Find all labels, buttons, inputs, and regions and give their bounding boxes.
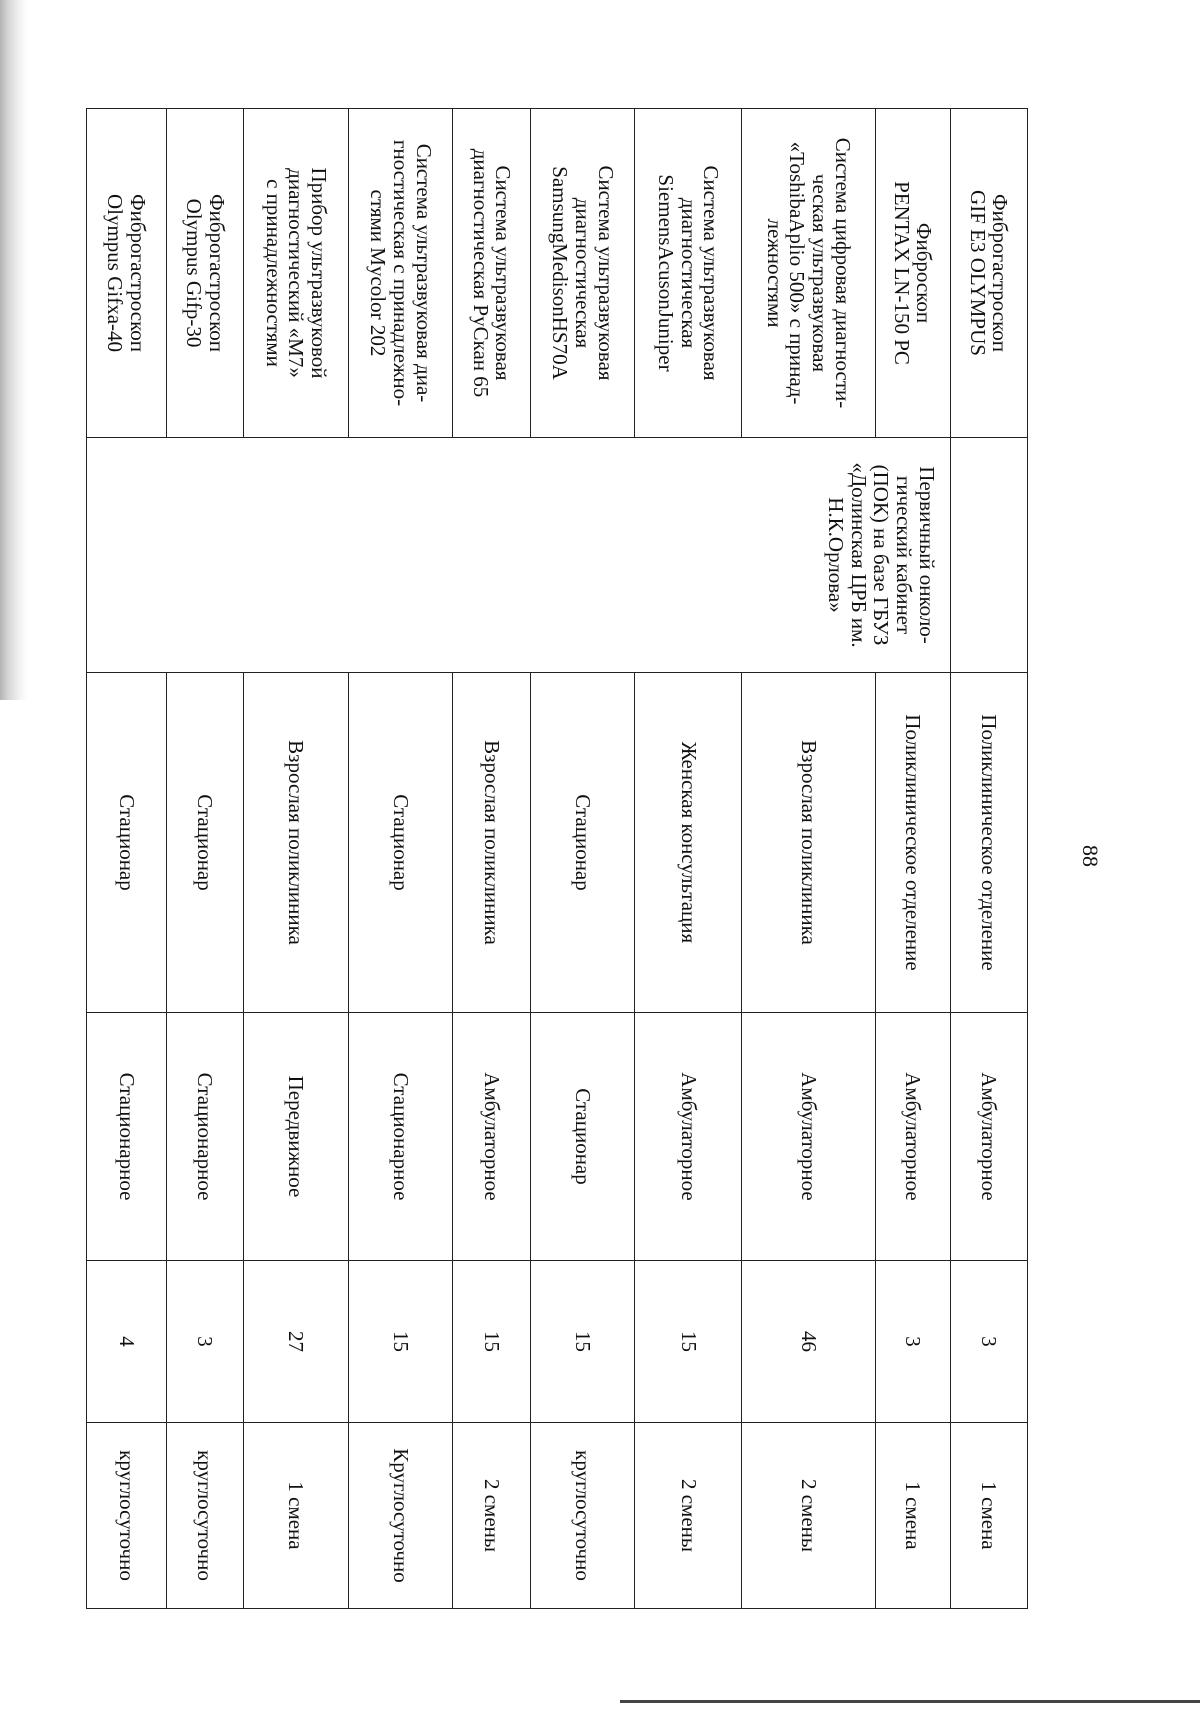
table-row [348,109,453,1609]
mode-cell: Стационарное [166,1013,243,1261]
shift-cell: 1 смена [875,1423,950,1609]
shift-cell: 1 смена [244,1423,349,1609]
table-row [453,109,530,1609]
shift-cell: 2 смены [635,1423,742,1609]
mode-cell: Стационарное [348,1013,453,1261]
mode-cell: Амбулаторное [635,1013,742,1261]
count-cell: 46 [742,1261,875,1423]
mode-cell: Амбулаторное [742,1013,875,1261]
device-name: Фиброгастроскоп GIF E3 OLYMPUS [950,109,1027,438]
device-name: Фиброскоп PENTAX LN-150 PC [875,109,950,438]
shift-cell: 2 смены [742,1423,875,1609]
count-cell: 27 [244,1261,349,1423]
page-number: 88 [1078,845,1103,867]
table-row [244,109,349,1609]
table-row [166,109,243,1609]
department-cell: Женская консультация [635,673,742,1013]
table-row [950,109,1027,1609]
shift-cell: Круглосуточно [348,1423,453,1609]
count-cell: 3 [950,1261,1027,1423]
department-cell: Взрослая поликлиника [742,673,875,1013]
mode-cell: Стационар [530,1013,635,1261]
table-row [635,109,742,1609]
device-name: Фиброгастроскоп Olympus Gifp-30 [166,109,243,438]
department-cell: Взрослая поликлиника [244,673,349,1013]
count-cell: 4 [87,1261,167,1423]
table-row [87,109,167,1609]
shift-cell: круглосуточно [530,1423,635,1609]
mode-cell: Амбулаторное [875,1013,950,1261]
device-name: Система цифровая диагности- ческая ультразвуковая «ToshibaAplio 500» с принад- лежностями [742,109,875,438]
device-name: Фиброгастроскоп Olympus Gifxa-40 [87,109,167,438]
count-cell: 15 [530,1261,635,1423]
department-cell: Поликлиническое отделение [875,673,950,1013]
count-cell: 15 [453,1261,530,1423]
mode-cell: Передвижное [244,1013,349,1261]
device-name: Система ультразвуковая диагностическая РуСкан 65 [453,109,530,438]
count-cell: 3 [166,1261,243,1423]
scan-edge-shadow [0,0,28,700]
organization-cell: Первичный онколо- гический кабинет (ПОК) на базе ГБУЗ «Долинская ЦРБ им. Н.К.Орлова» [87,438,951,673]
device-name: Прибор ультразвуковой диагностический «М7» с принадлежностями [244,109,349,438]
table-row [742,109,875,1609]
shift-cell: 1 смена [950,1423,1027,1609]
mode-cell: Амбулаторное [950,1013,1027,1261]
table-row [530,109,635,1609]
table-row [875,109,950,1609]
department-cell: Стационар [166,673,243,1013]
mode-cell: Стационарное [87,1013,167,1261]
mode-cell: Амбулаторное [453,1013,530,1261]
device-name: Система ультразвуковая диагностическая SamsungMedisonHS70A [530,109,635,438]
scan-bottom-line [620,1700,1200,1703]
department-cell: Взрослая поликлиника [453,673,530,1013]
shift-cell: круглосуточно [166,1423,243,1609]
count-cell: 15 [348,1261,453,1423]
device-name: Система ультразвуковая диа- гностическая с принадлежно- стями Mycolor 202 [348,109,453,438]
equipment-table [86,108,1028,1609]
shift-cell: круглосуточно [87,1423,167,1609]
device-name: Система ультразвуковая диагностическая SiemensAcusonJuniper [635,109,742,438]
department-cell: Стационар [530,673,635,1013]
count-cell: 15 [635,1261,742,1423]
department-cell: Стационар [348,673,453,1013]
shift-cell: 2 смены [453,1423,530,1609]
department-cell: Поликлиническое отделение [950,673,1027,1013]
rotated-table-container [86,108,1028,1608]
count-cell: 3 [875,1261,950,1423]
organization-cell [950,438,1027,673]
department-cell: Стационар [87,673,167,1013]
